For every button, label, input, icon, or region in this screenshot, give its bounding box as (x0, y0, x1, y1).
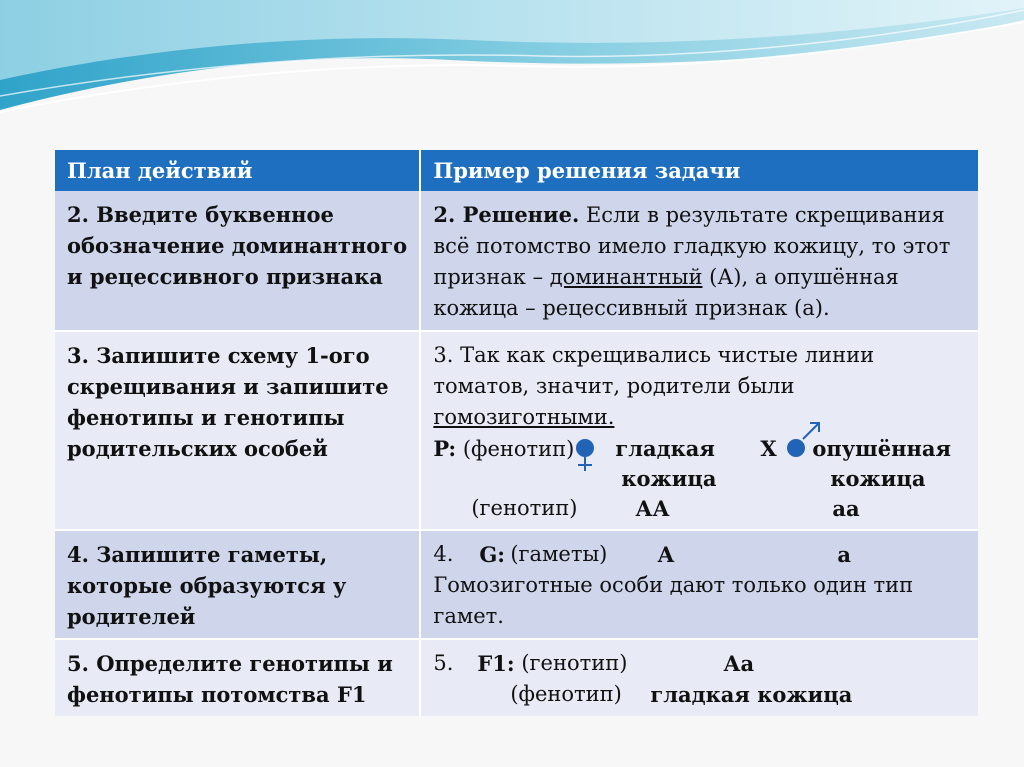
g-label: G: (479, 542, 506, 567)
female-skin: кожица (621, 466, 717, 491)
male-genotype: аа (832, 496, 860, 521)
header-plan: План действий (67, 158, 253, 183)
step-cell: 5. Определите генотипы и фенотипы потомства F1 (55, 638, 419, 716)
male-symbol-icon (785, 437, 807, 459)
header-example: Пример решения задачи (419, 150, 978, 191)
gamete-female: А (657, 542, 675, 567)
step-cell: 3. Запишите схему 1-ого скрещивания и запишите фенотипы и генотипы родительских особей (55, 330, 419, 529)
cross-sign: Х (760, 436, 777, 461)
gametes-note: Гомозиготные особи дают только один тип гамет. (433, 573, 914, 628)
table-row (55, 529, 978, 638)
solution-table (55, 150, 978, 716)
f1-genotype: Аа (723, 651, 755, 676)
phenotype-label: (фенотип) (462, 437, 575, 461)
female-genotype: АА (635, 496, 670, 521)
gametes-label: (гаметы) (510, 542, 608, 566)
step-number: 5. (433, 651, 454, 675)
f1-genotype-label: (генотип) (521, 651, 628, 675)
male-skin: кожица (830, 466, 926, 491)
female-trait: гладкая (615, 436, 715, 461)
table-row (55, 330, 978, 529)
example-cell (419, 638, 978, 716)
male-trait: опушённая (812, 436, 951, 461)
step-cell: 4. Запишите гаметы, которые образуются у родителей (55, 529, 419, 638)
example-cell: 3. Так как скрещивались чистые линии томатов, значит, родители были гомозиготными. P: (фенотип) гладкая Х опушённая кожица кожица (генотип) АА аа (419, 330, 978, 529)
genotype-label: (генотип) (471, 496, 578, 520)
step-number: 4. (433, 542, 454, 566)
table-row (55, 638, 978, 716)
table-header (55, 150, 978, 191)
f1-phenotype-label: (фенотип) (510, 682, 622, 706)
f1-phenotype: гладкая кожица (650, 682, 853, 707)
decorative-wave (0, 0, 1024, 120)
example-cell (419, 529, 978, 638)
p-label: P: (433, 436, 457, 461)
female-symbol-icon (574, 437, 596, 459)
f1-label: F1: (477, 651, 515, 676)
gamete-male: а (837, 542, 851, 567)
example-cell: 2. Решение. Если в результате скрещивания всё потомство имело гладкую кожицу, то этот признак – доминантный (А), а опушённая кожица – рецессивный признак (а). (419, 191, 978, 330)
table-row (55, 191, 978, 330)
step-cell: 2. Введите буквенное обозначение доминантного и рецессивного признака (55, 191, 419, 330)
